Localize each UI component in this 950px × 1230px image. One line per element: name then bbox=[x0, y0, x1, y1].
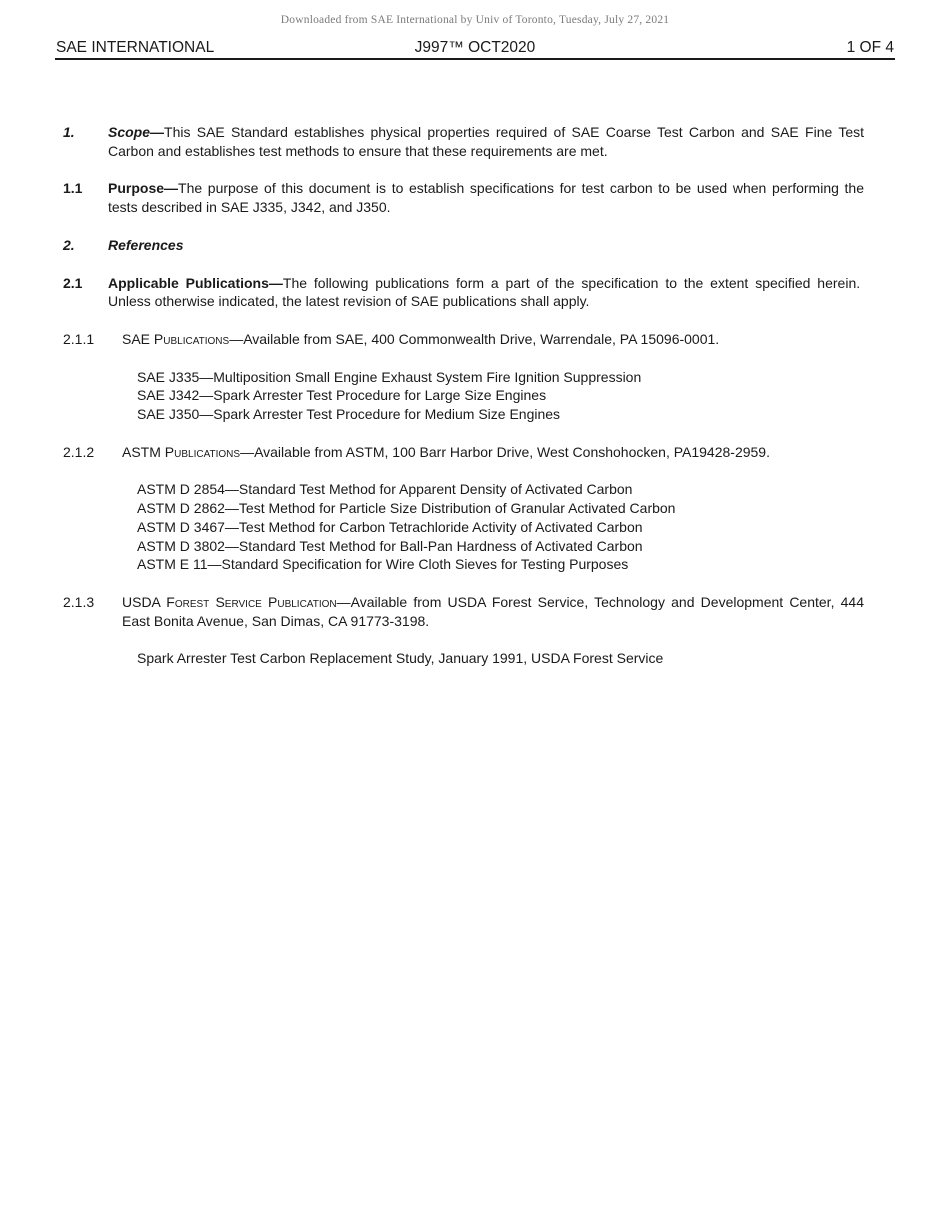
reference-item: ASTM D 3802—Standard Test Method for Ball-Pan Hardness of Activated Carbon bbox=[137, 537, 643, 554]
section-1 bbox=[63, 123, 864, 160]
section-text bbox=[122, 330, 864, 349]
page-header bbox=[56, 38, 894, 58]
reference-item: Spark Arrester Test Carbon Replacement Study, January 1991, USDA Forest Service bbox=[137, 650, 664, 667]
section-2-1-3 bbox=[63, 593, 864, 630]
section-number: 2.1.1 bbox=[63, 330, 95, 347]
header-document-id: J997™ OCT2020 bbox=[414, 39, 536, 56]
text-run-smallcaps: ASTM Publications bbox=[122, 443, 241, 460]
text-run-smallcaps: USDA Forest Service Publication bbox=[122, 593, 337, 610]
section-number: 1. bbox=[63, 124, 75, 140]
section-1-1 bbox=[63, 179, 864, 216]
reference-list bbox=[137, 649, 864, 668]
section-2-1-1 bbox=[63, 330, 864, 349]
section-text bbox=[108, 236, 864, 255]
reference-item: ASTM D 2862—Test Method for Particle Size Distribution of Granular Activated Carbon bbox=[137, 500, 676, 517]
section-2-1-2 bbox=[63, 443, 864, 462]
section-number: 2.1 bbox=[63, 274, 83, 291]
section-number: 1.1 bbox=[63, 180, 83, 197]
text-run-smallcaps: SAE Publications bbox=[122, 330, 230, 347]
reference-item: SAE J350—Spark Arrester Test Procedure for Medium Size Engines bbox=[137, 406, 561, 423]
section-text bbox=[122, 443, 864, 462]
document-body bbox=[63, 123, 864, 668]
text-run-plain: —Available from USDA Forest Service, Technology and Development Center, 444 East Bonita Avenue, San Dimas, CA 91773-3198. bbox=[122, 593, 864, 629]
text-run-plain: The purpose of this document is to establish specifications for test carbon to be used when performing the tests described in SAE J335, J342, and J350. bbox=[108, 180, 864, 216]
text-run-bold-italic: References bbox=[108, 236, 184, 253]
text-run-plain: This SAE Standard establishes physical properties required of SAE Coarse Test Carbon and SAE Fine Test Carbon and establishes test methods to ensure that these requirements are met. bbox=[108, 124, 864, 159]
text-run-plain: —Available from SAE, 400 Commonwealth Drive, Warrendale, PA 15096-0001. bbox=[229, 330, 720, 347]
section-number: 2.1.3 bbox=[63, 593, 95, 610]
reference-item: ASTM E 11—Standard Specification for Wire Cloth Sieves for Testing Purposes bbox=[137, 556, 629, 573]
reference-list bbox=[137, 368, 864, 424]
text-run-bold-italic: Scope— bbox=[108, 124, 165, 140]
header-page-number: 1 OF 4 bbox=[846, 39, 894, 56]
section-2 bbox=[63, 236, 864, 255]
text-run-bold: Applicable Publications— bbox=[108, 274, 283, 291]
reference-item: ASTM D 3467—Test Method for Carbon Tetrachloride Activity of Activated Carbon bbox=[137, 518, 643, 535]
reference-item: ASTM D 2854—Standard Test Method for Apparent Density of Activated Carbon bbox=[137, 481, 633, 498]
reference-list bbox=[137, 480, 864, 574]
section-2-1 bbox=[63, 274, 864, 311]
header-rule bbox=[55, 58, 895, 60]
section-number: 2.1.2 bbox=[63, 443, 95, 460]
header-organization: SAE INTERNATIONAL bbox=[56, 39, 215, 56]
text-run-plain: The following publications form a part of the specification to the extent specified herein. Unless otherwise indicated, the latest revision of SAE publications shall apply. bbox=[108, 274, 865, 310]
reference-item: SAE J342—Spark Arrester Test Procedure for Large Size Engines bbox=[137, 387, 547, 404]
section-number: 2. bbox=[63, 236, 75, 253]
download-watermark: Downloaded from SAE International by Univ of Toronto, Tuesday, July 27, 2021 bbox=[280, 14, 670, 26]
section-text bbox=[108, 179, 864, 216]
section-text bbox=[108, 274, 864, 311]
section-text bbox=[108, 123, 864, 160]
reference-item: SAE J335—Multiposition Small Engine Exhaust System Fire Ignition Suppression bbox=[137, 368, 642, 385]
text-run-plain: —Available from ASTM, 100 Barr Harbor Drive, West Conshohocken, PA19428-2959. bbox=[240, 443, 770, 460]
text-run-bold: Purpose— bbox=[108, 180, 179, 197]
section-text bbox=[122, 593, 864, 630]
